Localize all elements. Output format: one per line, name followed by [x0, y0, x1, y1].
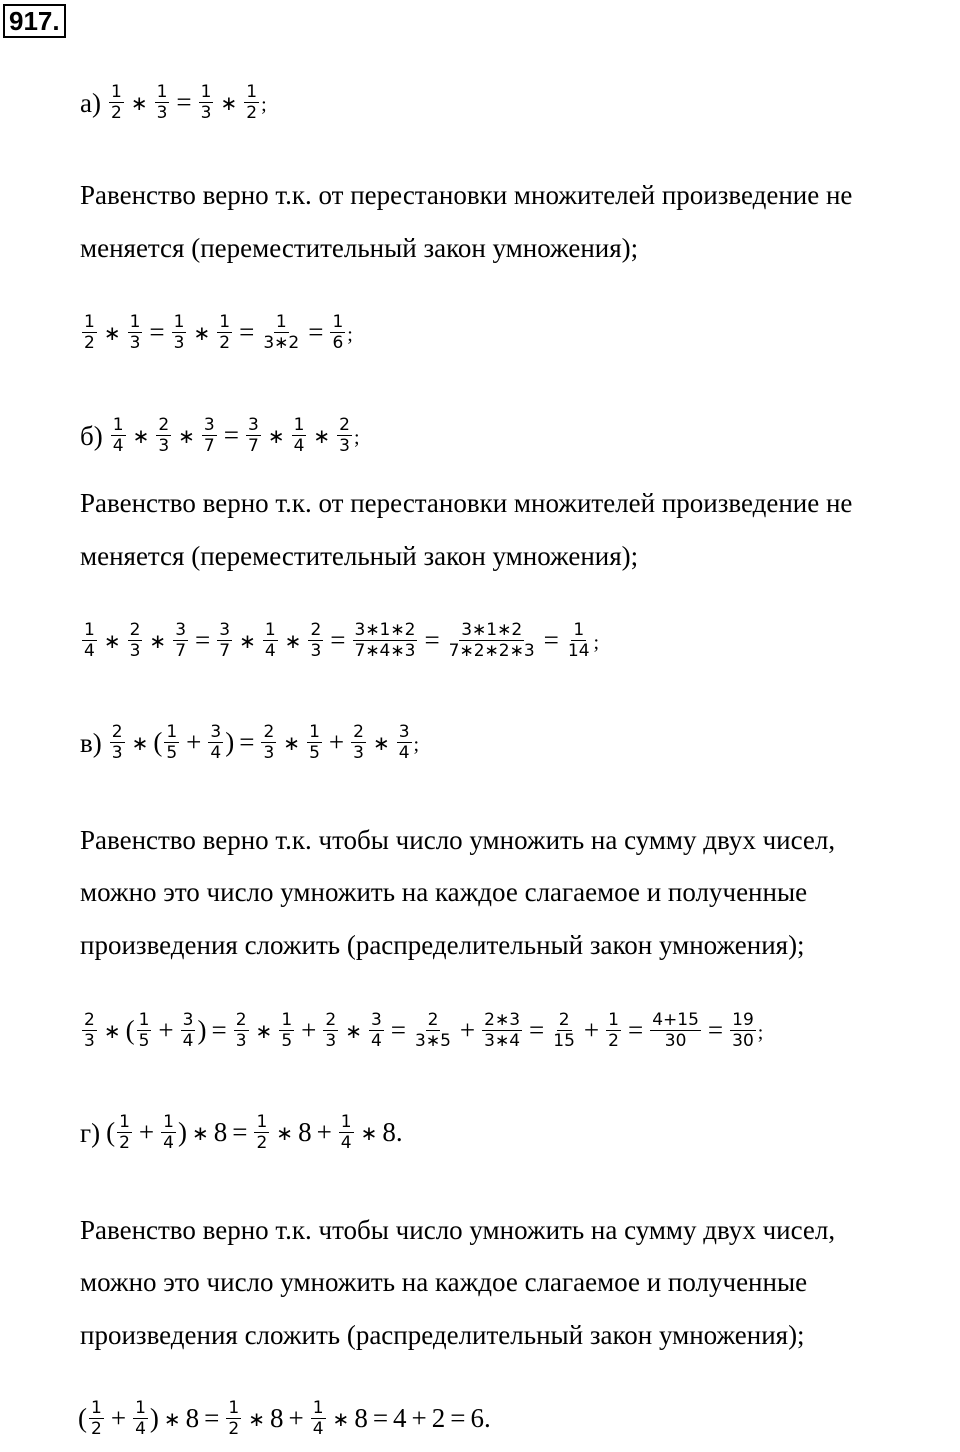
numerator: 1 — [119, 1112, 130, 1132]
explanation-line: произведения сложить (распределительный закон умножения); — [80, 1320, 805, 1350]
fraction — [254, 1112, 269, 1153]
fraction — [156, 415, 171, 456]
fraction — [337, 415, 352, 456]
math-symbol: + — [301, 1015, 317, 1045]
fraction — [292, 415, 307, 456]
denominator: 7 — [203, 436, 215, 456]
fraction — [447, 620, 537, 661]
denominator: 2 — [110, 103, 122, 123]
fraction — [413, 1010, 453, 1051]
fraction — [226, 1398, 241, 1439]
explanation-line: Равенство верно т.к. чтобы число умножить на сумму двух чисел, — [80, 825, 836, 855]
math-symbol: = — [195, 625, 211, 655]
numerator: 2 — [427, 1010, 439, 1030]
numerator: 3 — [247, 415, 259, 435]
denominator: 3 — [173, 333, 185, 353]
numerator: 1 — [256, 1112, 268, 1132]
math-symbol: = — [424, 625, 440, 655]
math-symbol: ; — [261, 94, 267, 116]
numerator: 2 — [235, 1010, 247, 1030]
fraction — [244, 82, 259, 123]
fraction — [128, 620, 143, 661]
denominator: 7∗4∗3 — [354, 641, 416, 661]
fraction — [311, 1398, 326, 1439]
math-symbol: + — [328, 727, 345, 757]
explanation-line: Равенство верно т.к. от перестановки множителей произведение не — [80, 180, 853, 210]
math-symbol: ; — [354, 427, 360, 449]
math-symbol: ∗ — [313, 423, 331, 448]
denominator: 4 — [293, 436, 305, 456]
numerator: 1 — [84, 312, 95, 332]
denominator: 5 — [166, 743, 178, 763]
denominator: 3 — [353, 743, 364, 763]
numerator: 3 — [210, 722, 222, 742]
math-symbol: = — [450, 1403, 466, 1433]
numerator: 2 — [325, 1010, 337, 1030]
denominator: 2 — [84, 333, 95, 353]
math-symbol: ∗ — [276, 1120, 294, 1145]
numerator: 1 — [281, 1010, 293, 1030]
denominator: 7∗2∗2∗3 — [448, 641, 535, 661]
denominator: 4 — [264, 641, 276, 661]
numerator: 1 — [110, 82, 122, 102]
label-a: а) — [80, 87, 101, 118]
fraction — [217, 312, 232, 353]
denominator: 3 — [235, 1031, 247, 1051]
denominator: 5 — [138, 1031, 150, 1051]
explanation-line: меняется (переместительный закон умножения); — [80, 233, 639, 263]
numerator: 1 — [91, 1398, 102, 1418]
denominator: 3 — [111, 743, 123, 763]
math-symbol: ) — [149, 1403, 159, 1433]
fraction — [308, 620, 323, 661]
eq-a-statement — [80, 82, 267, 123]
denominator: 7 — [175, 641, 187, 661]
problem-number: 917. — [3, 4, 66, 38]
numerator: 2 — [558, 1010, 570, 1030]
math-symbol: = — [239, 317, 255, 347]
math-symbol: ∗ — [283, 730, 301, 755]
numerator: 1 — [156, 82, 168, 102]
math-symbol: 8 — [185, 1403, 200, 1433]
denominator: 3 — [200, 103, 212, 123]
denominator: 5 — [281, 1031, 293, 1051]
denominator: 15 — [553, 1031, 575, 1051]
fraction — [551, 1010, 577, 1051]
math-symbol: ∗ — [191, 1120, 209, 1145]
fraction — [217, 620, 232, 661]
label-b: б) — [80, 420, 103, 451]
fraction — [82, 312, 97, 353]
math-symbol: + — [583, 1015, 600, 1045]
numerator: 1 — [312, 1398, 324, 1418]
math-symbol: 4 — [393, 1403, 407, 1433]
label-v: в) — [80, 727, 102, 758]
fraction — [181, 1010, 196, 1051]
denominator: 2 — [246, 103, 258, 123]
math-symbol: ∗ — [248, 1406, 265, 1431]
math-symbol: = — [308, 317, 324, 347]
explanation-line: можно это число умножить на каждое слагаемое и полученные — [80, 877, 808, 907]
numerator: 1 — [219, 312, 231, 332]
math-symbol: = — [239, 727, 255, 757]
math-symbol: = — [529, 1015, 545, 1045]
math-symbol: ∗ — [360, 1120, 378, 1145]
fraction — [89, 1398, 104, 1439]
denominator: 4 — [312, 1419, 324, 1439]
fraction — [730, 1010, 756, 1051]
math-symbol: ∗ — [103, 628, 121, 653]
math-symbol: ∗ — [220, 90, 238, 115]
denominator: 2 — [608, 1031, 619, 1051]
math-symbol: ∗ — [372, 730, 390, 755]
math-symbol: = — [627, 1015, 644, 1045]
math-symbol: = — [330, 625, 346, 655]
fraction — [82, 1010, 97, 1051]
fraction — [566, 620, 592, 661]
math-symbol: + — [186, 727, 202, 757]
math-symbol: = — [707, 1015, 724, 1045]
numerator: 2 — [111, 722, 123, 742]
math-symbol: ∗ — [284, 628, 302, 653]
math-symbol: ∗ — [149, 628, 167, 653]
denominator: 3 — [158, 436, 170, 456]
numerator: 19 — [732, 1010, 754, 1030]
denominator: 2 — [256, 1133, 268, 1153]
denominator: 3 — [310, 641, 322, 661]
numerator: 4+15 — [652, 1010, 699, 1030]
fraction — [279, 1010, 294, 1051]
fraction — [173, 620, 188, 661]
denominator: 2 — [228, 1419, 240, 1439]
denominator: 3 — [325, 1031, 337, 1051]
fraction — [164, 722, 179, 763]
denominator: 7 — [247, 436, 259, 456]
math-symbol: + — [411, 1403, 427, 1433]
math-symbol: ∗ — [267, 423, 285, 448]
numerator: 1 — [275, 312, 287, 332]
math-symbol: ∗ — [130, 90, 148, 115]
fraction — [246, 415, 261, 456]
numerator: 1 — [309, 722, 320, 742]
fraction — [208, 722, 223, 763]
denominator: 3 — [129, 641, 141, 661]
math-symbol: = — [372, 1403, 389, 1433]
eq-b-statement — [80, 415, 360, 456]
fraction — [82, 620, 97, 661]
numerator: 3 — [398, 722, 410, 742]
denominator: 4 — [163, 1133, 174, 1153]
numerator: 1 — [138, 1010, 150, 1030]
math-symbol: ∗ — [239, 628, 256, 653]
denominator: 2 — [119, 1133, 130, 1153]
math-symbol: ∗ — [178, 423, 195, 448]
math-symbol: ∗ — [345, 1018, 362, 1043]
numerator: 1 — [163, 1112, 174, 1132]
numerator: 1 — [573, 620, 585, 640]
math-symbol: ) — [197, 1015, 207, 1045]
math-symbol: ∗ — [255, 1018, 273, 1043]
numerator: 2 — [84, 1010, 95, 1030]
numerator: 3∗1∗2 — [461, 620, 523, 640]
fraction — [261, 722, 276, 763]
denominator: 14 — [567, 641, 590, 661]
fraction — [263, 620, 278, 661]
fraction — [199, 82, 214, 123]
fraction — [323, 1010, 338, 1051]
math-symbol: 6 — [470, 1403, 485, 1433]
fraction — [234, 1010, 249, 1051]
denominator: 4 — [112, 436, 124, 456]
denominator: 4 — [370, 1031, 382, 1051]
numerator: 3 — [182, 1010, 194, 1030]
fraction — [202, 415, 217, 456]
math-symbol: ( — [153, 727, 163, 757]
explanation-line: можно это число умножить на каждое слагаемое и полученные — [80, 1267, 808, 1297]
math-symbol: ) — [225, 727, 235, 757]
math-symbol: ∗ — [103, 320, 121, 345]
math-symbol: = — [232, 1117, 248, 1147]
math-symbol: + — [459, 1015, 476, 1045]
numerator: 1 — [608, 1010, 619, 1030]
math-symbol: + — [138, 1117, 155, 1147]
numerator: 2 — [353, 722, 364, 742]
math-symbol: . — [484, 1403, 491, 1433]
numerator: 1 — [264, 620, 276, 640]
label-g: г) — [80, 1117, 101, 1148]
eq-v-solution — [80, 1010, 763, 1051]
math-symbol: + — [158, 1015, 174, 1045]
math-symbol: = — [176, 87, 192, 117]
numerator: 2 — [129, 620, 141, 640]
math-symbol: 8 — [354, 1403, 368, 1433]
eq-v-statement — [80, 722, 419, 763]
fraction — [307, 722, 322, 763]
math-symbol: + — [288, 1403, 304, 1433]
denominator: 3 — [263, 743, 275, 763]
denominator: 2 — [91, 1419, 102, 1439]
math-symbol: = — [543, 625, 559, 655]
math-symbol: ∗ — [103, 1018, 121, 1043]
eq-b-solution — [80, 620, 599, 661]
math-symbol: + — [110, 1403, 127, 1433]
denominator: 4 — [210, 743, 222, 763]
eq-g-statement — [80, 1112, 403, 1153]
numerator: 2 — [158, 415, 170, 435]
math-symbol: ∗ — [132, 423, 150, 448]
math-symbol: = — [204, 1403, 220, 1433]
fraction — [353, 620, 418, 661]
denominator: 2 — [219, 333, 231, 353]
math-symbol: ∗ — [332, 1406, 350, 1431]
fraction — [117, 1112, 132, 1153]
math-symbol: ; — [593, 632, 600, 654]
fraction — [339, 1112, 354, 1153]
fraction — [397, 722, 412, 763]
math-symbol: ∗ — [131, 730, 149, 755]
fraction — [133, 1398, 148, 1439]
denominator: 30 — [664, 1031, 687, 1051]
denominator: 6 — [332, 333, 344, 353]
numerator: 3 — [175, 620, 187, 640]
math-symbol: . — [395, 1117, 403, 1147]
denominator: 4 — [84, 641, 95, 661]
explanation-line: Равенство верно т.к. от перестановки множителей произведение не — [80, 488, 853, 518]
denominator: 5 — [309, 743, 320, 763]
numerator: 2∗3 — [484, 1010, 521, 1030]
math-symbol: ; — [757, 1022, 764, 1044]
fraction — [161, 1112, 176, 1153]
fraction — [330, 312, 345, 353]
numerator: 3 — [219, 620, 231, 640]
fraction — [369, 1010, 384, 1051]
denominator: 4 — [340, 1133, 352, 1153]
denominator: 3∗2 — [263, 333, 300, 353]
numerator: 1 — [166, 722, 178, 742]
fraction — [109, 82, 124, 123]
explanation-line: Равенство верно т.к. чтобы число умножить на сумму двух чисел, — [80, 1215, 836, 1245]
fraction — [482, 1010, 522, 1051]
numerator: 2 — [263, 722, 275, 742]
math-symbol: ( — [125, 1015, 135, 1045]
fraction — [137, 1010, 152, 1051]
denominator: 3 — [84, 1031, 95, 1051]
numerator: 1 — [228, 1398, 240, 1418]
math-symbol: = — [149, 317, 165, 347]
fraction — [650, 1010, 701, 1051]
denominator: 4 — [135, 1419, 146, 1439]
numerator: 1 — [135, 1398, 146, 1418]
math-symbol: 2 — [431, 1403, 446, 1433]
math-symbol: ; — [413, 734, 420, 756]
eq-a-solution — [80, 312, 353, 353]
math-symbol: ∗ — [163, 1406, 181, 1431]
explanation-line: произведения сложить (распределительный закон умножения); — [80, 930, 805, 960]
numerator: 3 — [370, 1010, 382, 1030]
explanation-line: меняется (переместительный закон умножения); — [80, 541, 639, 571]
math-symbol: + — [316, 1117, 332, 1147]
math-symbol: ( — [106, 1117, 116, 1147]
fraction — [110, 722, 125, 763]
numerator: 1 — [129, 312, 141, 332]
fraction — [155, 82, 170, 123]
numerator: 1 — [84, 620, 95, 640]
numerator: 1 — [173, 312, 185, 332]
math-symbol: 8 — [298, 1117, 312, 1147]
fraction — [351, 722, 366, 763]
numerator: 1 — [293, 415, 305, 435]
fraction — [261, 312, 301, 353]
math-symbol: 8 — [382, 1117, 396, 1147]
math-symbol: ∗ — [193, 320, 211, 345]
numerator: 3∗1∗2 — [354, 620, 416, 640]
denominator: 3∗4 — [484, 1031, 521, 1051]
math-symbol: ; — [347, 324, 353, 346]
denominator: 3 — [156, 103, 168, 123]
math-symbol: = — [211, 1015, 227, 1045]
numerator: 1 — [200, 82, 212, 102]
denominator: 3∗5 — [415, 1031, 451, 1051]
denominator: 4 — [398, 743, 410, 763]
math-symbol: ) — [177, 1117, 187, 1147]
denominator: 30 — [732, 1031, 754, 1051]
fraction — [606, 1010, 621, 1051]
math-symbol: = — [223, 420, 239, 450]
denominator: 7 — [219, 641, 231, 661]
numerator: 2 — [339, 415, 350, 435]
denominator: 4 — [182, 1031, 194, 1051]
math-symbol: 8 — [213, 1117, 228, 1147]
denominator: 3 — [129, 333, 141, 353]
numerator: 1 — [246, 82, 258, 102]
math-symbol: 8 — [269, 1403, 284, 1433]
numerator: 2 — [310, 620, 322, 640]
denominator: 3 — [339, 436, 350, 456]
numerator: 1 — [340, 1112, 352, 1132]
fraction — [128, 312, 143, 353]
math-symbol: ( — [78, 1403, 87, 1433]
eq-g-solution — [78, 1398, 491, 1439]
fraction — [172, 312, 187, 353]
numerator: 1 — [332, 312, 344, 332]
math-symbol: = — [390, 1015, 407, 1045]
numerator: 3 — [203, 415, 215, 435]
numerator: 1 — [112, 415, 124, 435]
fraction — [111, 415, 126, 456]
